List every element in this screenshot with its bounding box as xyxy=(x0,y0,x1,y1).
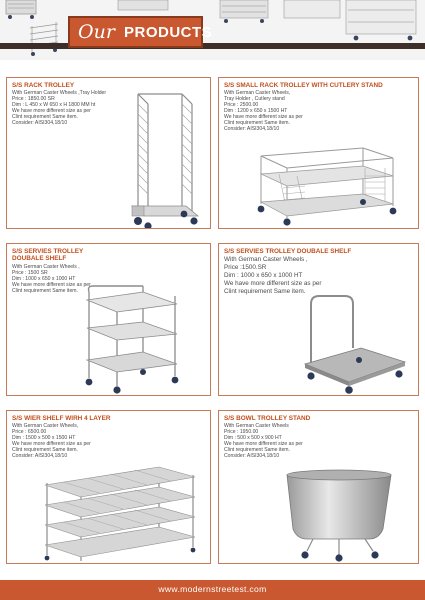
product-title: S/S SERVIES TROLLEY DOUBALE SHELF xyxy=(224,248,352,255)
product-title: S/S WIER SHELF WIRH 4 LAYER xyxy=(12,415,111,422)
wire-shelf-image xyxy=(43,461,209,563)
section-title-main: PRODUCTS xyxy=(124,24,213,41)
product-price: Price :1500.SR xyxy=(224,264,267,271)
product-material: Consider: AISI304,18/10 xyxy=(12,120,68,126)
product-price: Price : 1850.00 SR xyxy=(12,96,55,102)
product-detail: We have more different size as per xyxy=(12,441,91,447)
product-card-small-rack-trolley xyxy=(218,77,419,229)
section-title-script: Our xyxy=(78,21,115,43)
product-detail: Clint requirement Same item. xyxy=(12,288,78,294)
product-dimensions: Dim : 1500 x 500 x 1500 HT xyxy=(12,435,76,441)
small-rack-trolley-image xyxy=(247,146,407,226)
bowl-trolley-image xyxy=(283,467,395,563)
product-price: Price : 1500 SR xyxy=(12,270,48,276)
product-material: Consider: AISI304,18/10 xyxy=(12,453,68,459)
footer-bar xyxy=(0,580,425,600)
product-detail: With German Caster Wheels, xyxy=(224,90,291,96)
rack-trolley-image xyxy=(122,90,207,229)
section-title-box xyxy=(68,16,213,48)
product-price: Price : 6500.00 xyxy=(12,429,47,435)
product-detail: Clint requirement Same item. xyxy=(12,447,78,453)
product-material: Consider: AISI304,18/10 xyxy=(224,126,280,132)
product-card-wier-shelf xyxy=(6,410,211,564)
product-detail: With German Caster Wheels xyxy=(224,423,289,429)
header-banner xyxy=(0,0,425,60)
product-card-rack-trolley xyxy=(6,77,211,229)
product-detail: Clint requirement Same item. xyxy=(224,120,290,126)
product-detail: Clint requirement Same item. xyxy=(224,288,306,295)
product-price: Price : 1950.00 xyxy=(224,429,259,435)
product-card-bowl-trolley xyxy=(218,410,419,564)
product-title: S/S RACK TROLLEY xyxy=(12,82,75,89)
product-dimensions: Dim : 1200 x 650 x 1500 HT xyxy=(224,108,288,114)
product-card-servies-trolley xyxy=(6,243,211,396)
product-material: Consider: AISI304,18/10 xyxy=(224,453,280,459)
servies-trolley-image xyxy=(77,282,192,394)
product-card-servies-trolley-flat xyxy=(218,243,419,396)
product-title: S/S SERVIES TROLLEY xyxy=(12,248,84,255)
product-detail: Clint requirement Same item. xyxy=(224,447,290,453)
product-detail: With German Caster Wheels ,Tray Holder xyxy=(12,90,107,96)
product-detail: Tray Holder , Cutlery stand xyxy=(224,96,285,102)
product-dimensions: Dim : 1000 x 650 x 1000 HT xyxy=(12,276,76,282)
product-detail: We have more different size as per xyxy=(224,280,322,287)
product-title: S/S SMALL RACK TROLLEY WITH CUTLERY STAND xyxy=(224,82,383,89)
footer-website-link[interactable]: www.modernstreetest.com xyxy=(158,584,267,594)
product-dimensions: Dim : 500 x 500 x 900 HT xyxy=(224,435,282,441)
product-detail: We have more different size as per xyxy=(224,114,303,120)
banner-trolley-image xyxy=(0,0,425,60)
product-detail: With German Caster Wheels , xyxy=(224,256,308,263)
product-detail: Clint requirement Same item. xyxy=(12,114,78,120)
product-dimensions: Dim : 1000 x 650 x 1000 HT xyxy=(224,272,303,279)
product-detail: We have more different size as per xyxy=(224,441,303,447)
product-price: Price : 2500.00 xyxy=(224,102,259,108)
product-detail: With German Caster Wheels , xyxy=(12,264,80,270)
product-title: S/S BOWL TROLLEY STAND xyxy=(224,415,311,422)
flat-trolley-image xyxy=(301,290,411,394)
product-dimensions: Dim : L 450 x W 650 x H 1800 MM ht xyxy=(12,102,96,108)
product-detail: We have more different size as per xyxy=(12,108,91,114)
product-detail: With German Caster Wheels, xyxy=(12,423,79,429)
product-detail: We have more different size as per xyxy=(12,282,91,288)
product-title: DOUBALE SHELF xyxy=(12,255,67,262)
